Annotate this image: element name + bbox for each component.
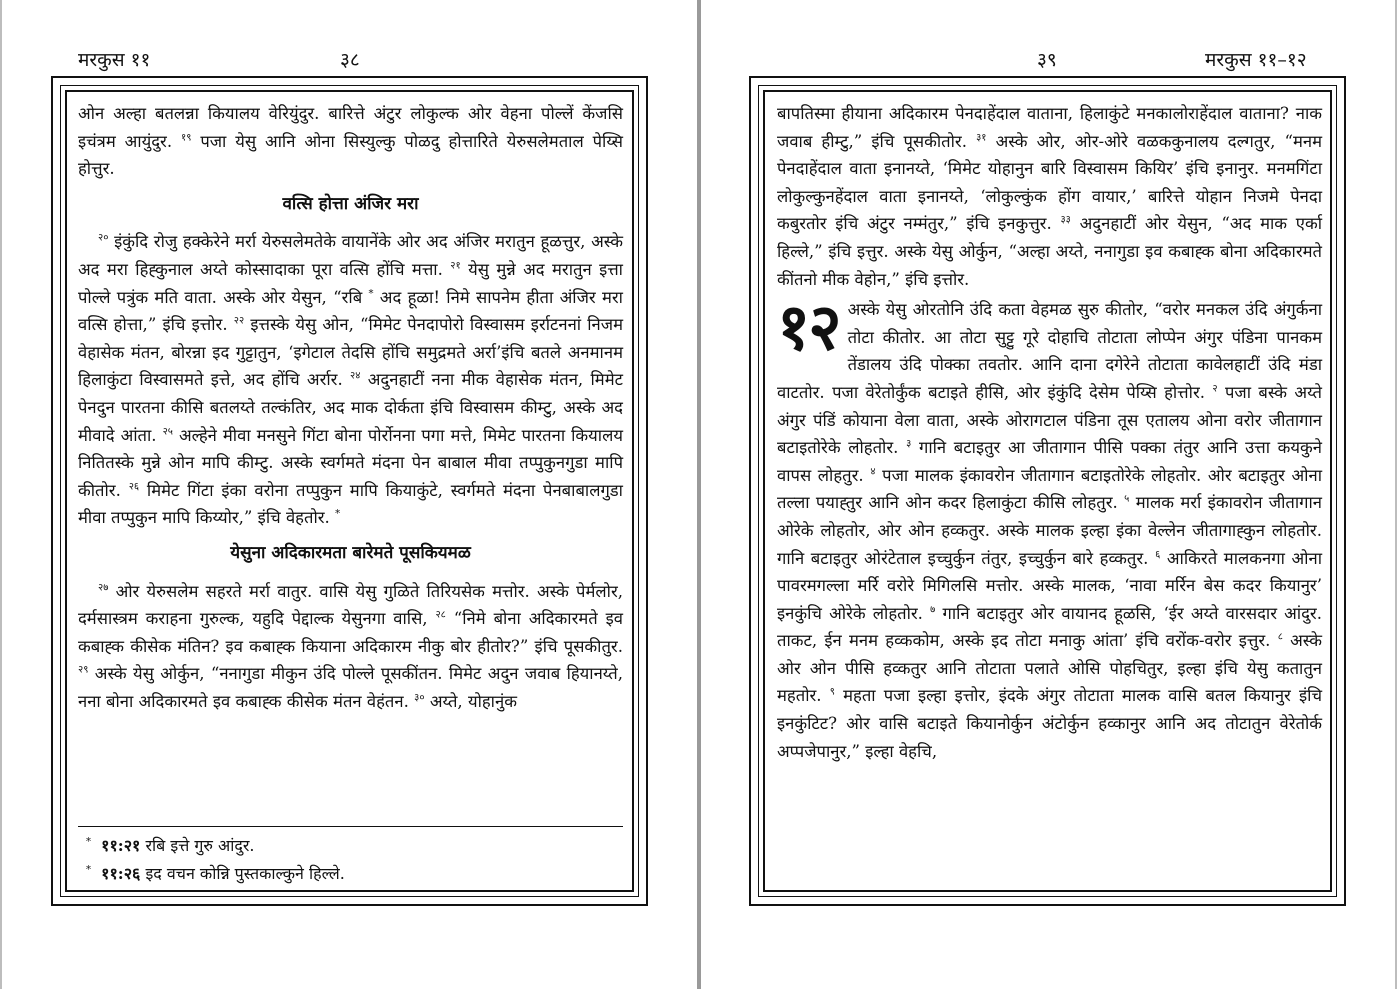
verse-text: अदुनहाटीं ओर येसुन, “अद माक एर्का हिल्ले,” इंचि इत्तुर. अस्के येसु ओर्कुन, “अल्हा अय्ते, ननागुडा इव कबाह्क बोना अदिकारमते कींतनो मीक वेहोन,” इंचि इत्तोर.: [777, 214, 1323, 289]
verse-number: २८: [435, 609, 446, 621]
running-head-title: मरकुस ११–१२: [1205, 49, 1307, 71]
verse-number: ३: [906, 438, 912, 450]
verse-text: अल्हेने मीवा मनसुने गिंटा बोना पोर्रोनना पगा मत्ते, मिमेट पारतना कियालय नितितस्के मुन्ने ओन मापि कीम्टु. अस्के स्वर्गमते मंदना पेन बाबाल मीवा तप्पुकुनगुडा मापि कीतोर.: [78, 425, 623, 500]
verse-text: ओर येरुसलेम सहरते मर्रा वातुर. वासि येसु गुळिते तिरियसेक मत्तोर. अस्के पेर्मलोर, दर्मसास्त्रम कराहना गुरुल्क, यहुदि पेद्दाल्क येसुनगा वासि,: [78, 581, 623, 629]
footnote-marker: *: [335, 508, 341, 520]
chapter-number: १२: [777, 290, 840, 366]
footnote: [86, 860, 616, 888]
verse-text: पजा मालक इंकावरोन जीतागान बटाइतोरेके लोहतोर. ओर बटाइतुर ओना तल्ला पयाह्तुर आनि ओन कदर हिलाकुंटा कीसि लोहतुर.: [777, 465, 1322, 513]
text-line: होत्तारिते येरुसलेमताल पेय्सि होत्तुर.: [78, 131, 623, 179]
paragraph: [78, 228, 623, 532]
right-body-text: [777, 100, 1322, 765]
section-heading: वत्सि होत्ता अंजिर मरा: [282, 193, 419, 214]
verse-number: २: [1212, 383, 1218, 395]
text-line: पोल्लें केंजसि इचंत्रम आयुंदुर.: [78, 104, 623, 151]
text-line: पजा येसु आनि ओना सिस्युल्कु पोळदु: [191, 131, 440, 151]
footnote-marker: *: [86, 864, 91, 876]
verse-number: २६: [128, 481, 140, 493]
verse-number: ६: [1155, 548, 1161, 560]
footnote-marker: *: [368, 288, 374, 300]
verse-text: आकिरते मालकनगा ओना पावरमगल्ला मर्रि वरोरे मिगिलसि मत्तोर. अस्के मालक, ‘नावा मर्रिन बेस कदर कियानुर’ इनकुंचि ओरेके लोहतोर.: [777, 548, 1322, 623]
verse-number: ९: [829, 686, 835, 698]
verse-text: अस्के येसु ओरतोनि उंदि कता वेहमळ सुरु कीतोर, “वरोर मनकल उंदि अंगुर्कना तोटा कीतोर. आ तोटा सुट्टु गूरे दोहाचि तोटाता लोप्पेन अंगुर पंडिना पानकम तेंडालय उंदि पोक्का तवतोर. आनि दाना दगेरेने तोटाता कावेलहाटीं उंदि मंडा वाटतोर. पजा वेरेतोर्कुंक बटाइते हीसि, ओर इंकुंदि देसेम पेय्सि होत्तोर.: [777, 300, 1322, 402]
verse-text: इत्तस्के येसु ओन, “मिमेट पेनदापोरो विस्वासम इर्राटननां निजम वेहासेक मंतन, बोरन्ना इद गुट्टातुन, ‘इगेटाल तेदसि होंचि समुद्रमते अर्रा’इंचि बतले अनमानम हिलाकुंटा विस्वासमते इत्ते, अद होंचि अर्रार.: [78, 315, 623, 390]
verse-number: २९: [78, 664, 89, 676]
verse-text: अय्ते, योहानुंक: [424, 691, 517, 711]
verse-text: इंकुंदि रोजु हक्केरेने मर्रा येरुसलेमतेके वायानेंके ओर अद अंजिर मरातुन हूळत्तुर, अस्के अद मरा हिह्कुनाल अय्ते कोस्सादाका पूरा वत्सि होंचि मत्ता.: [78, 232, 623, 279]
verse-number: ५: [1124, 493, 1130, 505]
left-page: [0, 0, 697, 989]
verse-text: मालक मर्रा इंकावरोन जीतागान ओरेके लोहतोर, ओर ओन हव्कतुर. अस्के मालक इल्हा इंका वेल्लेन जीतागाह्कुन लोहतोर. गानि बटाइतुर ओरंटेताल इच्चुर्कुन तंतुर, इच्चुर्कुन बारे हव्कतुर.: [777, 493, 1323, 568]
verse-text: गानि बटाइतुर आ जीतागान पीसि पक्का तंतुर आनि उत्ता कयकुने वापस लोहतुर.: [777, 438, 1322, 485]
paragraph: [777, 290, 1323, 765]
verse-text: पजा बस्के अय्ते अंगुर पंडिं कोयाना वेला वाता, अस्के ओरागटाल पंडिना तूस एतालय ओना वरोर जीतागान बटाइतोरेके लोहतोर.: [777, 382, 1322, 458]
verse-text: अस्के ओर, ओर-ओरे वळककुनालय दल्गतुर, “मनम पेनदाहेंदाल वाता इनानय्ते, ‘मिमेट योहानुन बारि विस्वासम कियिर’ इंचि इनानुर. मनमगिंटा लोकुल्कुनहेंदाल वाता इनानय्ते, ‘लोकुल्कुंक होंग वायार,’ बारित्ते योहान निजमे पेनदा कबुरतोर इंचि अंटुर नम्मंतुर,” इंचि इनकुत्तुर.: [777, 131, 1322, 234]
footnote-ref: ११:२६: [101, 864, 141, 883]
verse-text: गानि बटाइतुर ओर वायानद हूळसि, ‘ईर अय्ते वारसदार आंदुर. ताकट, ईन मनम हव्ककोम, अस्के इद तोटा मनाकु आंता’ इंचि वरोंक-वरोर इत्तुर.: [777, 603, 1322, 651]
paragraph: [777, 100, 1322, 293]
verse-number: ३१: [976, 132, 987, 144]
verse-number: ८: [1277, 631, 1283, 643]
verse-number: २०: [98, 232, 109, 244]
footnote-text: इद वचन कोन्नि पुस्तकाल्कुने हिल्ले.: [140, 864, 345, 883]
page-number: ३९: [1037, 49, 1057, 71]
verse-number: ४: [870, 466, 876, 478]
page-number: ३८: [340, 49, 360, 71]
footnote-ref: ११:२१: [101, 836, 141, 855]
verse-text: अस्के येसु ओर्कुन, “ननागुडा मीकुन उंदि पोल्ले पूसकींतन. मिमेट अदुन जवाब हियानय्ते, नना बोना अदिकारमते इव कबाह्क कीसेक मंतन वेहंतन.: [78, 664, 623, 711]
verse-number: २७: [98, 581, 109, 593]
verse-number: ७: [930, 604, 936, 616]
verse-number: २४: [350, 370, 361, 382]
verse-text: अस्के ओर ओन पीसि हव्कतुर आनि तोटाता पलाते ओसि पोहचितुर, इल्हा इंचि येसु कतातुन महतोर.: [777, 631, 1323, 706]
verse-text: बापतिस्मा हीयाना अदिकारम पेनदाहेंदाल वाताना, हिलाकुंटे मनकालोराहेंदाल वाताना? नाक जवाब हीम्टु,” इंचि पूसकीतोर.: [777, 104, 1322, 151]
page-edge: [0, 0, 2, 989]
verse-number: २२: [233, 315, 245, 327]
verse-number: २५: [162, 426, 173, 437]
verse-number: ३३: [1060, 214, 1071, 226]
verse-text: अदुनहाटीं नना मीक वेहासेक मंतन, मिमेट पेनदुन पारतना कीसि बतलय्ते तल्कंतिर, अद माक दोर्कता इंचि विस्वासम कीम्टु, अस्के अद मीवादे आंता.: [78, 370, 623, 445]
verse-text: मिमेट गिंटा इंका वरोना तप्पुकुन मापि कियाकुंटे, स्वर्गमते मंदना पेनबाबालगुडा मीवा तप्पुकुन मापि किय्योर,” इंचि वेहतोर.: [78, 480, 623, 528]
footnote-marker: *: [86, 836, 91, 848]
verse-text: महता पजा इल्हा इत्तोर, इंदके अंगुर तोटाता मालक वासि बतल कियानुर इंचि इनकुंटिट? ओर वासि बटाइते कियानोर्कुन अंटोर्कुन हव्कानुर आनि अद तोटातुन वेरेतोर्क अप्पजेपानुर,” इल्हा वेहचि,: [777, 686, 1322, 761]
left-body-text: [78, 100, 623, 715]
paragraph: [78, 100, 623, 183]
running-head-title: मरकुस ११: [78, 49, 151, 71]
verse-number: २१: [450, 260, 461, 272]
footnote: [86, 832, 616, 860]
footnote-rule: [78, 826, 623, 827]
verse-text: अद हूळा! निमे सापनेम हीता अंजिर मरा वत्सि होत्ता,” इंचि इत्तोर.: [78, 287, 623, 335]
footnote-text: रबि इत्ते गुरु आंदुर.: [140, 836, 255, 855]
paragraph: [78, 578, 623, 716]
verse-text: “निमे बोना अदिकारमते इव कबाह्क कीसेक मंतिन? इव कबाह्क कियाना अदिकारम नीकु बोर हीतोर?” इंचि पूसकीतुर.: [78, 609, 623, 656]
text-line: ओन अल्हा बतलन्ना कियालय वेरियुंदुर. बारित्ते अंटुर लोकुल्क ओर वेहना: [78, 104, 533, 123]
verse-number: ३०: [414, 692, 425, 704]
footnotes: [86, 832, 616, 888]
verse-number: १९: [181, 132, 192, 144]
section-heading: येसुना अदिकारमता बारेमते पूसकियमळ: [230, 542, 471, 563]
verse-text: येसु मुन्ने अद मरातुन इत्ता पोल्ले पत्रुंक मति वाता. अस्के ओर येसुन, “रबि: [78, 259, 623, 307]
right-page: [701, 0, 1397, 989]
